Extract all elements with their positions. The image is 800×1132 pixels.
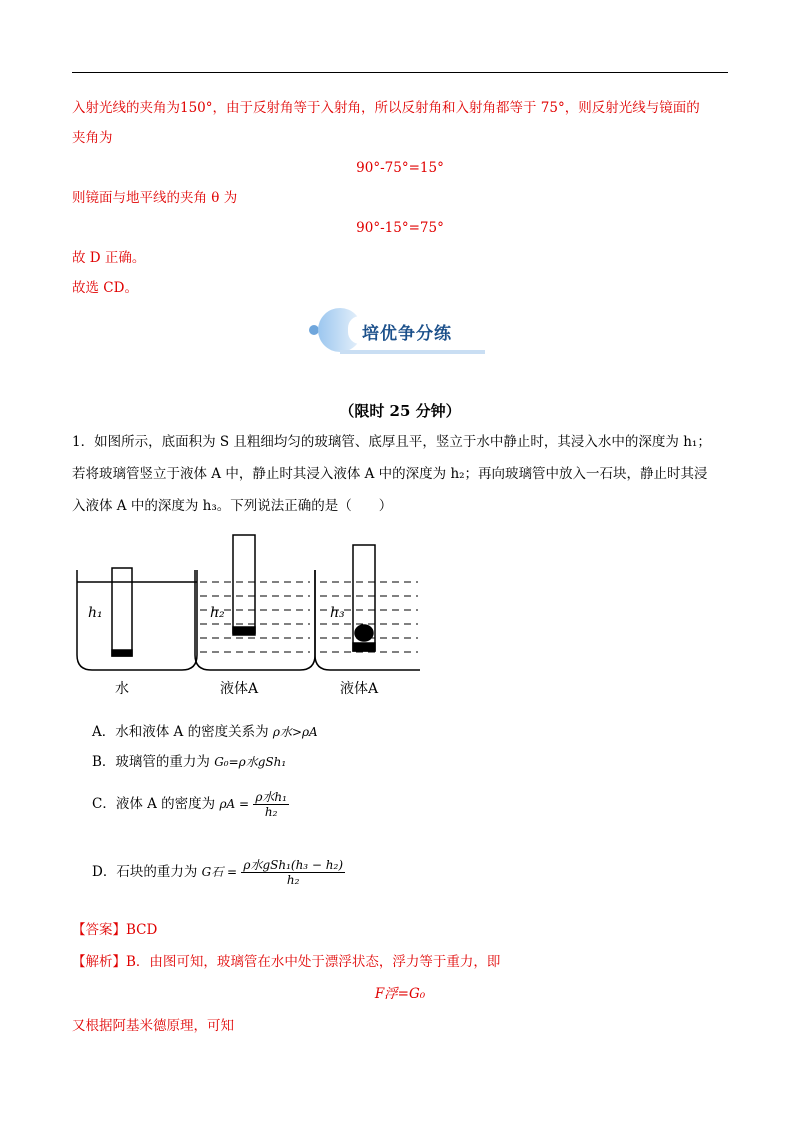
option-b xyxy=(92,752,286,772)
depth-label-h3: h₃ xyxy=(330,605,345,621)
beaker-figure xyxy=(60,520,420,700)
option-d xyxy=(92,858,345,887)
option-b-text: B．玻璃管的重力为 xyxy=(92,754,210,770)
option-c xyxy=(92,790,289,819)
figure-label-water: 水 xyxy=(115,681,129,697)
option-d-fraction xyxy=(241,858,345,887)
answer-line xyxy=(72,920,157,940)
answer-label: 【答案】 xyxy=(72,922,126,938)
section-banner xyxy=(300,300,500,360)
option-d-denominator: h₂ xyxy=(286,873,300,887)
option-a-text: A．水和液体 A 的密度关系为 xyxy=(92,724,269,740)
analysis-equation: F浮=G₀ xyxy=(374,986,426,1002)
analysis-line-2: 又根据阿基米德原理，可知 xyxy=(72,1018,234,1034)
question-line-2: 若将玻璃管竖立于液体 A 中，静止时其浸入液体 A 中的深度为 h₂；再向玻璃管中放入一石块，静止时其浸 xyxy=(72,466,708,482)
depth-label-h1: h₁ xyxy=(88,605,103,621)
depth-label-h2: h₂ xyxy=(210,605,225,621)
option-d-lhs: G石 = xyxy=(201,865,238,879)
question-line-3: 入液体 A 中的深度为 h₃。下列说法正确的是（ ） xyxy=(72,498,393,514)
solution-line-2: 夹角为 xyxy=(72,130,113,146)
option-a xyxy=(92,722,318,742)
analysis-line-1 xyxy=(72,952,500,972)
equation-1: 90°-75°=15° xyxy=(356,160,444,176)
solution-line-4: 故 D 正确。 xyxy=(72,250,146,266)
solution-line-1: 入射光线的夹角为150°，由于反射角等于入射角，所以反射角和入射角都等于 75°，则反射光线与镜面的 xyxy=(72,100,700,116)
question-line-1: 1．如图所示，底面积为 S 且粗细均匀的玻璃管、底厚且平，竖立于水中静止时，其浸入水中的深度为 h₁； xyxy=(72,434,711,450)
figure-label-liquid-a-2: 液体A xyxy=(340,681,379,697)
option-d-numerator: ρ水gSh₁(h₃ − h₂) xyxy=(243,858,344,872)
option-d-text: D．石块的重力为 xyxy=(92,864,198,880)
option-a-formula: ρ水>ρA xyxy=(272,725,318,739)
answer-value: BCD xyxy=(126,922,158,938)
equation-2: 90°-15°=75° xyxy=(356,220,444,236)
option-c-text: C．液体 A 的密度为 xyxy=(92,796,216,812)
solution-line-5: 故选 CD。 xyxy=(72,280,138,296)
beakers-diagram xyxy=(60,520,420,700)
banner-text: 培优争分练 xyxy=(362,324,452,344)
option-c-fraction xyxy=(253,790,289,819)
option-c-denominator: h₂ xyxy=(264,805,278,819)
option-b-formula: G₀=ρ水gSh₁ xyxy=(214,755,287,769)
solution-line-3: 则镜面与地平线的夹角 θ 为 xyxy=(72,190,238,206)
beaker-liquid-a-1 xyxy=(195,535,315,670)
analysis-label: 【解析】 xyxy=(72,954,126,970)
section-title: （限时 25 分钟） xyxy=(339,402,461,420)
figure-label-liquid-a-1: 液体A xyxy=(220,681,259,697)
option-c-lhs: ρA = xyxy=(219,797,250,811)
header-rule xyxy=(72,72,728,73)
analysis-text-1: B．由图可知，玻璃管在水中处于漂浮状态，浮力等于重力，即 xyxy=(126,954,501,970)
option-c-numerator: ρ水h₁ xyxy=(255,790,287,804)
